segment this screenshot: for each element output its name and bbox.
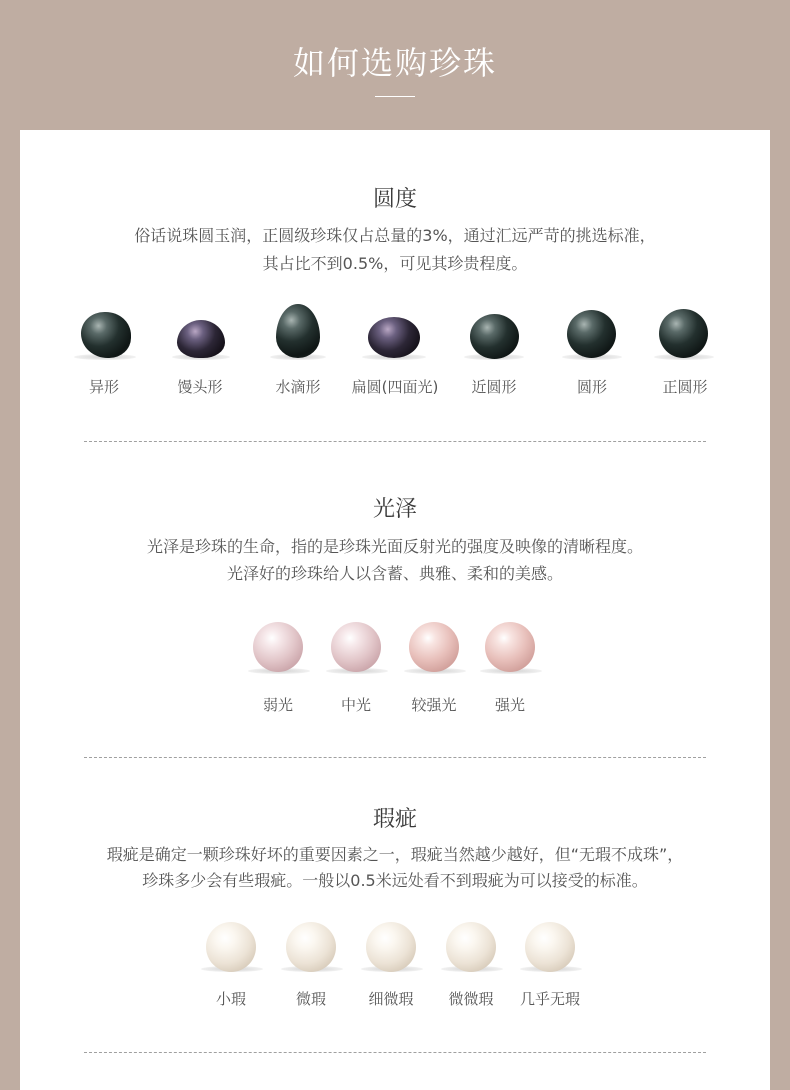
pearl-weak-luster-image: [253, 622, 303, 672]
pearl-strongest-luster-image: [485, 622, 535, 672]
section-title-blemish: 瑕疵: [372, 807, 417, 832]
pearl-label-button: 馒头形: [177, 378, 223, 396]
pearl-label-minor-flaw: 小瑕: [215, 990, 246, 1008]
pearl-label-weak-luster: 弱光: [262, 696, 293, 714]
section-divider: [84, 757, 706, 758]
pearl-label-near-round: 近圆形: [471, 378, 517, 396]
pearl-label-perfect-round: 正圆形: [662, 378, 708, 396]
pearl-medium-luster-image: [331, 622, 381, 672]
section-divider: [84, 441, 706, 442]
pearl-baroque-image: [81, 312, 131, 358]
luster-desc-line2: 光泽好的珍珠给人以含蓄、典雅、柔和的美感。: [226, 564, 563, 583]
title-underline: [375, 96, 415, 97]
pearl-fine-flaw-image: [366, 922, 416, 972]
pearl-perfect-round-image: [659, 309, 708, 358]
pearl-button-image: [177, 320, 225, 358]
blemish-desc-line1: 瑕疵是确定一颗珍珠好坏的重要因素之一，瑕疵当然越少越好，但“无瑕不成珠”，: [106, 845, 684, 864]
pearl-label-medium-luster: 中光: [340, 696, 371, 714]
section-title-roundness: 圆度: [372, 187, 417, 212]
pearl-label-slight-flaw: 微瑕: [295, 990, 326, 1008]
pearl-minor-flaw-image: [206, 922, 256, 972]
pearl-flat-round-image: [368, 317, 420, 358]
pearl-strong-luster-image: [409, 622, 459, 672]
page-title: 如何选购珍珠: [292, 44, 497, 82]
pearl-label-flat-round: 扁圆(四面光): [351, 378, 439, 396]
section-divider: [84, 1052, 706, 1053]
pearl-label-fine-flaw: 细微瑕: [368, 990, 414, 1008]
roundness-desc-line2: 其占比不到0.5%，可见其珍贵程度。: [262, 254, 528, 273]
section-title-luster: 光泽: [372, 497, 417, 522]
pearl-label-round: 圆形: [576, 378, 607, 396]
roundness-desc-line1: 俗话说珠圆玉润，正圆级珍珠仅占总量的3%，通过汇远严苛的挑选标准，: [134, 226, 656, 245]
pearl-round-image: [567, 310, 616, 358]
pearl-label-very-fine-flaw: 微微瑕: [448, 990, 494, 1008]
pearl-label-stronger-luster: 较强光: [411, 696, 457, 714]
pearl-label-drop: 水滴形: [275, 378, 321, 396]
blemish-desc-line2: 珍珠多少会有些瑕疵。一般以0.5米远处看不到瑕疵为可以接受的标准。: [142, 871, 648, 890]
pearl-very-fine-flaw-image: [446, 922, 496, 972]
pearl-label-strong-luster: 强光: [494, 696, 525, 714]
pearl-label-nearly-flawless: 几乎无瑕: [519, 990, 580, 1008]
luster-desc-line1: 光泽是珍珠的生命，指的是珍珠光面反射光的强度及映像的清晰程度。: [146, 537, 643, 556]
pearl-slight-flaw-image: [286, 922, 336, 972]
pearl-nearly-flawless-image: [525, 922, 575, 972]
pearl-label-baroque: 异形: [88, 378, 119, 396]
pearl-near-round-image: [470, 314, 519, 359]
